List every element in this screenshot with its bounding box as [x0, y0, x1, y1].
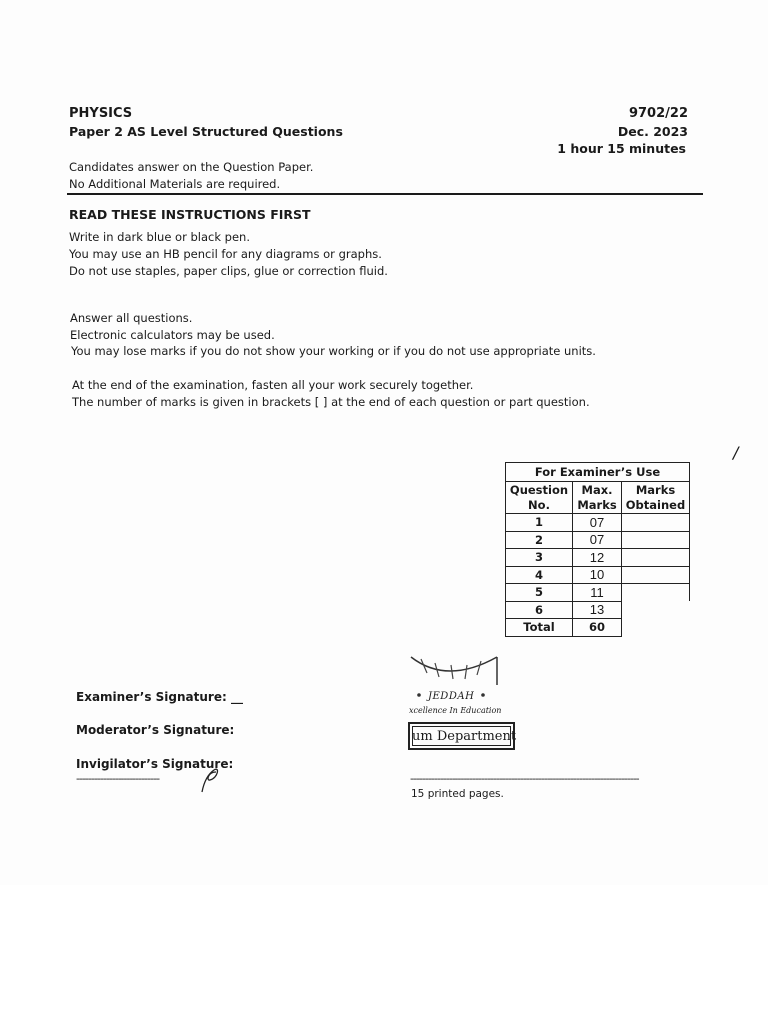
paper-title: Paper 2 AS Level Structured Questions — [69, 124, 343, 139]
exam-date: Dec. 2023 — [617, 124, 688, 139]
table-row — [506, 531, 690, 549]
footer-dotted-line: ----------------------------------------------------------------------------- — [410, 772, 639, 785]
header-max-marks — [573, 482, 622, 514]
instruction-line: The number of marks is given in brackets [ ] at the end of each question or part question. — [72, 395, 590, 409]
instructions-heading: READ THESE INSTRUCTIONS FIRST — [69, 207, 311, 222]
subject-title: PHYSICS — [69, 106, 133, 121]
header-text: No. — [528, 497, 550, 512]
table-row-total — [506, 619, 690, 637]
marks-obtained-cell[interactable] — [622, 531, 690, 549]
department-stamp — [408, 722, 515, 750]
candidates-note-1: Candidates answer on the Question Paper. — [69, 160, 314, 174]
max-marks: 13 — [573, 601, 622, 619]
header-divider — [67, 193, 703, 195]
max-marks: 12 — [573, 549, 622, 567]
header-marks-obtained — [622, 482, 690, 514]
seal-lettering-strokes — [421, 659, 481, 679]
pen-mark: / — [733, 443, 739, 462]
instruction-line: Answer all questions. — [70, 311, 193, 325]
total-label: Total — [506, 619, 573, 637]
examiner-use-table — [505, 462, 690, 637]
header-text: Obtained — [625, 497, 686, 512]
question-number: 2 — [506, 531, 573, 549]
instruction-line: Do not use staples, paper clips, glue or correction fluid. — [69, 264, 388, 278]
question-number: 4 — [506, 566, 573, 584]
instruction-line: Write in dark blue or black pen. — [69, 230, 250, 244]
department-stamp-text: um Department — [412, 729, 517, 744]
header-text: Max. — [581, 482, 613, 497]
table-row — [506, 601, 690, 619]
max-marks: 07 — [573, 531, 622, 549]
marks-obtained-cell[interactable] — [622, 514, 690, 532]
marks-obtained-cell[interactable] — [622, 566, 690, 584]
label-text: Examiner’s Signature: — [76, 690, 227, 704]
table-caption: For Examiner’s Use — [506, 463, 690, 482]
empty-cell — [622, 619, 690, 637]
printed-pages: 15 printed pages. — [411, 788, 504, 800]
table-row — [506, 566, 690, 584]
instruction-line: You may lose marks if you do not show your working or if you do not use appropriate units. — [71, 344, 596, 358]
question-number: 6 — [506, 601, 573, 619]
header-text: Question — [509, 482, 569, 497]
question-number: 5 — [506, 584, 573, 602]
table-row — [506, 514, 690, 532]
header-text: Marks — [577, 497, 617, 512]
max-marks: 10 — [573, 566, 622, 584]
moderator-signature-label: Moderator’s Signature: — [76, 723, 235, 737]
instruction-line: At the end of the examination, fasten all your work securely together. — [72, 378, 474, 392]
seal-dot — [417, 693, 421, 697]
marks-obtained-cell[interactable] — [622, 584, 690, 602]
handwritten-initials — [196, 764, 222, 794]
total-value: 60 — [573, 619, 622, 637]
question-number: 3 — [506, 549, 573, 567]
stamp-motto: xcellence In Education — [409, 706, 502, 715]
examiner-signature-label: Examiner’s Signature: __ — [76, 690, 243, 704]
table-row — [506, 549, 690, 567]
question-number: 1 — [506, 514, 573, 532]
header-question-no — [506, 482, 573, 514]
paper-code: 9702/22 — [628, 106, 688, 121]
instruction-line: You may use an HB pencil for any diagrams or graphs. — [69, 247, 382, 261]
candidates-note-2: No Additional Materials are required. — [69, 177, 281, 191]
marks-obtained-cell — [622, 601, 690, 619]
marks-obtained-cell[interactable] — [622, 549, 690, 567]
seal-dot — [481, 693, 485, 697]
seal-arc — [411, 657, 497, 671]
header-text: Marks — [635, 482, 676, 497]
max-marks: 11 — [573, 584, 622, 602]
max-marks: 07 — [573, 514, 622, 532]
signature-dotted-line: ---------------------------- — [76, 772, 160, 785]
table-row — [506, 584, 690, 602]
stamp-city: JEDDAH — [428, 691, 475, 702]
invigilator-signature-label: Invigilator’s Signature: — [76, 757, 234, 771]
exam-duration: 1 hour 15 minutes — [557, 141, 686, 156]
instruction-line: Electronic calculators may be used. — [70, 328, 275, 342]
